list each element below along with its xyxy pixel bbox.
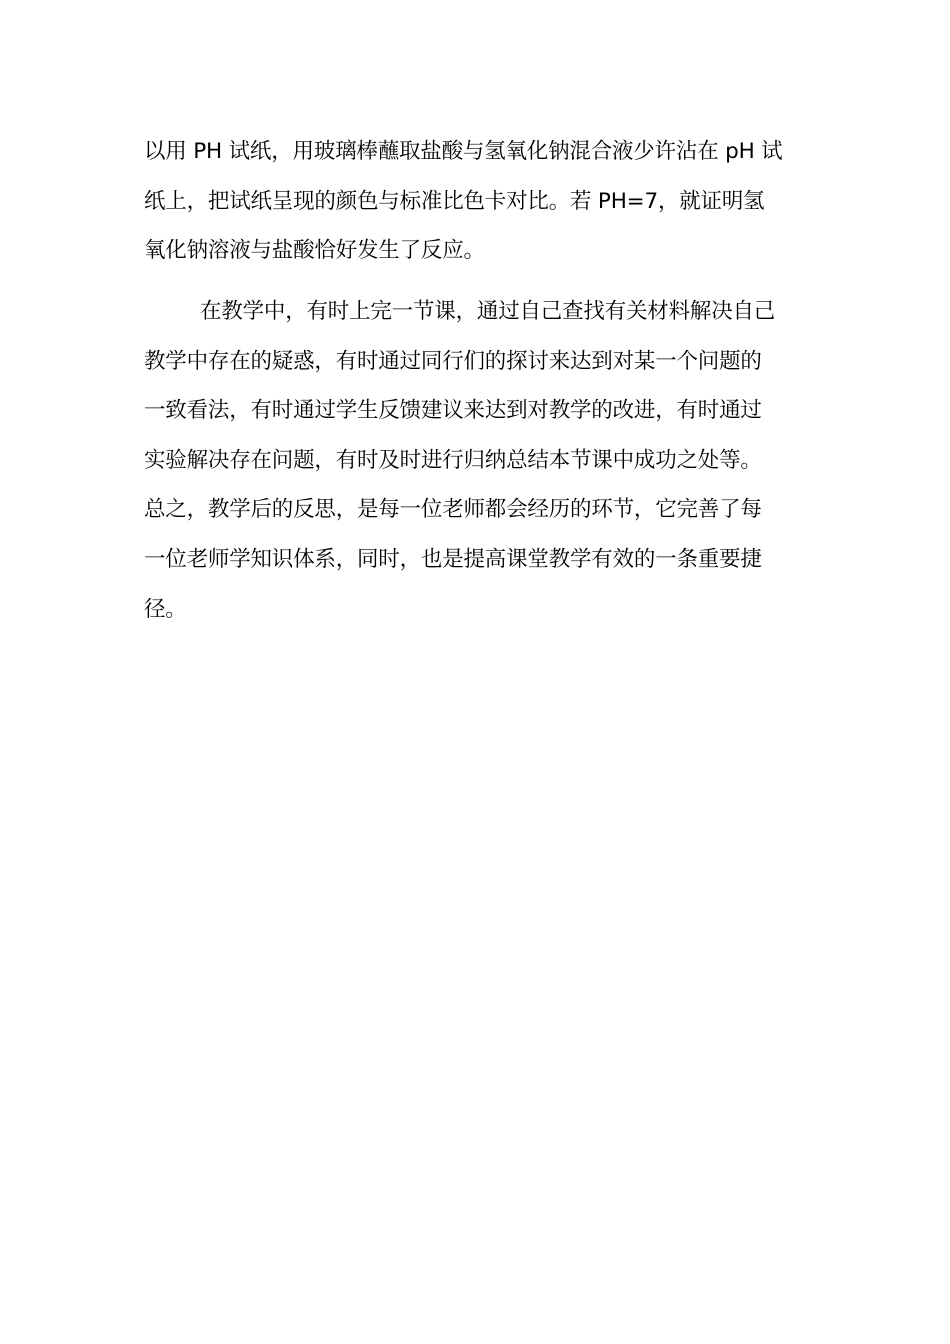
paragraph-line: 实验解决存在问题，有时及时进行归纳总结本节课中成功之处等。 bbox=[144, 447, 762, 473]
paragraph-line: 一致看法，有时通过学生反馈建议来达到对教学的改进，有时通过 bbox=[144, 398, 762, 424]
paragraph-line: 在教学中，有时上完一节课，通过自己查找有关材料解决自己 bbox=[200, 299, 776, 324]
paragraph-ph-test bbox=[144, 127, 809, 276]
paragraph-line: 氧化钠溶液与盐酸恰好发生了反应。 bbox=[144, 238, 485, 264]
paragraph-line: 纸上，把试纸呈现的颜色与标准比色卡对比。若 PH=7，就证明氢 bbox=[144, 188, 765, 214]
paragraph-line: 教学中存在的疑惑，有时通过同行们的探讨来达到对某一个问题的 bbox=[144, 348, 762, 374]
paragraph-line: 一位老师学知识体系，同时，也是提高课堂教学有效的一条重要捷 bbox=[144, 546, 762, 572]
paragraph-line: 径。 bbox=[144, 596, 187, 622]
paragraph-line: 以用 PH 试纸，用玻璃棒蘸取盐酸与氢氧化钠混合液少许沾在 pH 试 bbox=[144, 139, 783, 164]
paragraph-line: 总之，教学后的反思，是每一位老师都会经历的环节，它完善了每 bbox=[144, 497, 762, 523]
paragraph-teaching-reflection bbox=[144, 287, 809, 634]
